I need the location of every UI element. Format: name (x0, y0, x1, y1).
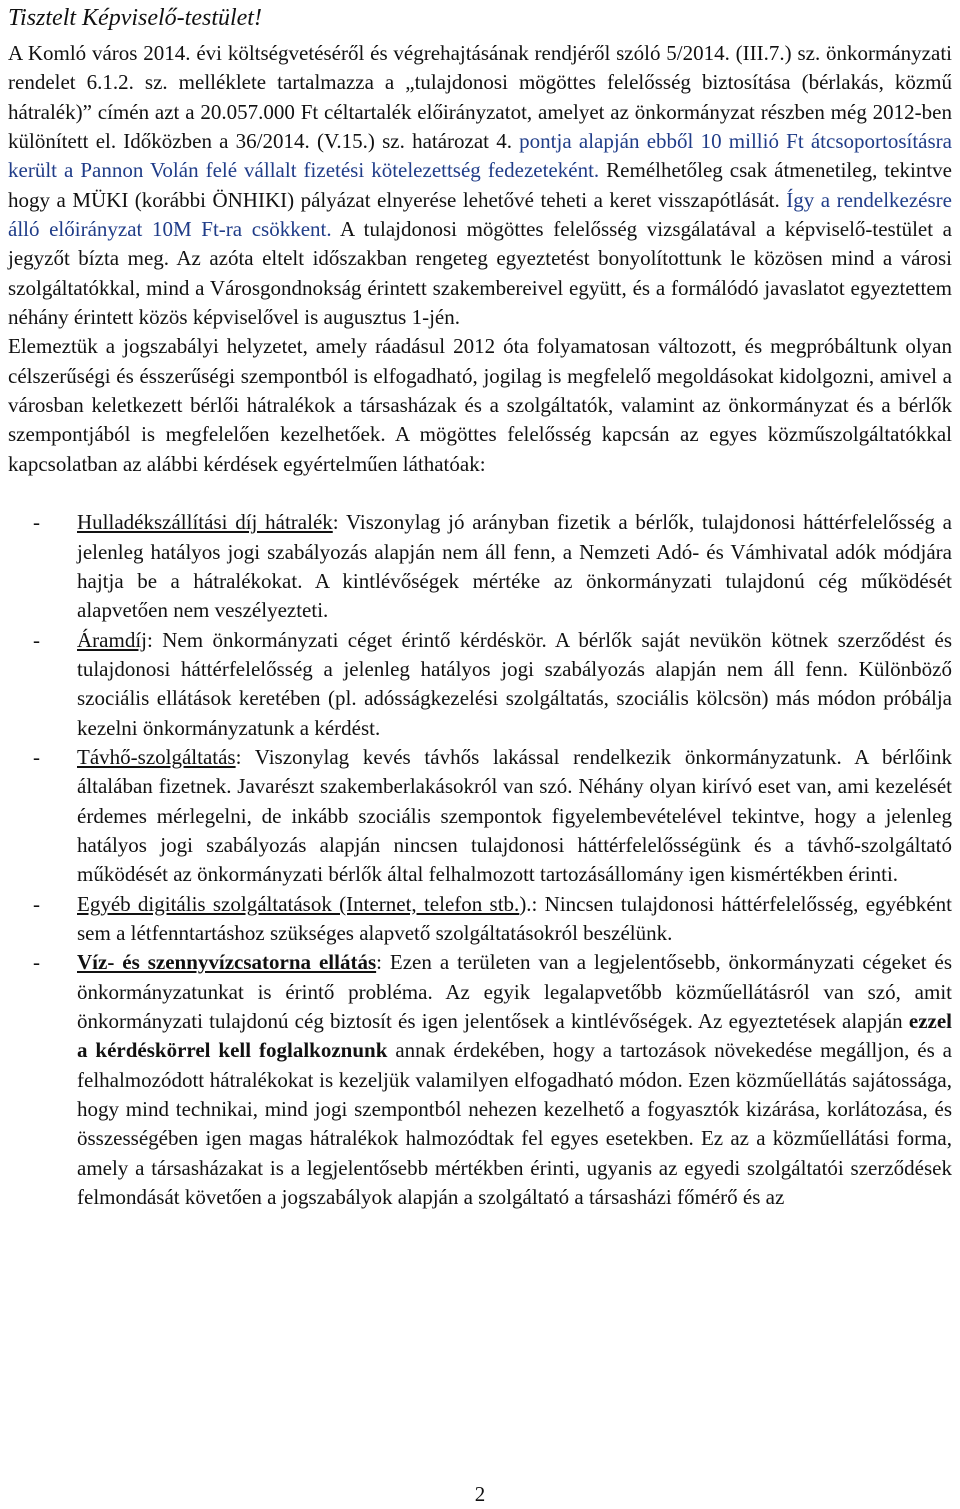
list-item-text: : Ezen a területen van a legjelentősebb, önkormányzati cégeket és önkormányzatunkat is érintő probléma. Az egyik legalapvetőbb közműellátásról van szó, amit önkormányzati tulajdonú cég biztosít és igen jelentősek a kintlévőségek. Az egyeztetések alapján (77, 950, 952, 1033)
list-item (8, 743, 952, 890)
list-item (8, 890, 952, 949)
list-dash: - (33, 744, 40, 769)
utility-list (8, 508, 952, 1212)
list-item-term: Hulladékszállítási díj hátralék (77, 510, 333, 535)
list-item-term: Víz- és szennyvízcsatorna ellátás (77, 950, 377, 975)
paragraph-intro-text: Remélhetőleg csak átmenetileg, tekintve hogy a MÜKI (korábbi ÖNHIKI) pályázat elnyerése lehetővé teheti a keret visszapótlását. (8, 158, 952, 212)
paragraph-intro-highlight-1: pontja alapján ebből 10 millió Ft átcsoportosításra került a Pannon Volán felé vállalt fizetési kötelezettség fedezeteként. (8, 129, 952, 183)
paragraph-intro (8, 39, 952, 332)
list-dash: - (33, 950, 40, 975)
document-page (8, 0, 952, 1212)
paragraph-analysis: Elemeztük a jogszabályi helyzetet, amely ráadásul 2012 óta folyamatosan változott, és megpróbáltunk olyan célszerűségi és ésszerűségi szempontból is elfogadható, jogilag is megfelelő megoldásokat kidolgozni, amivel a városban keletkezett bérlői hátralékok a társasházak és a szolgáltatók, valamint az önkormányzat és a bérlők szempontjából is megfelelően kezelhetőek. A mögöttes felelősség kapcsán az egyes közműszolgáltatókkal kapcsolatban az alábbi kérdések egyértelműen láthatóak: (8, 334, 952, 476)
greeting-heading: Tisztelt Képviselő-testület! (8, 5, 262, 31)
page-number: 2 (474, 1482, 486, 1506)
list-item-text: : Viszonylag jó arányban fizetik a bérlők, tulajdonosi háttérfelelősség a jelenleg hatályos jogi szabályozás alapján nem áll fenn, a Nemzeti Adó- és Vámhivatal adók módjára hajtja be a hátralékokat. A kintlévőségek mértéke az önkormányzati tulajdonú cég működését alapvetően nem veszélyezteti. (77, 510, 952, 623)
paragraph-intro-text: A Komló város 2014. évi költségvetéséről és végrehajtásának rendjéről szóló 5/2014. (III.7.) sz. önkormányzati rendelet 6.1.2. sz. melléklete tartalmazza a „tulajdonosi mögöttes felelősség biztosítása (bérlakás, közmű hátralék)” címén azt a 20.057.000 Ft céltartalék előirányzatot, amelyet az önkormányzat részben még 2012-ben különített el. Időközben a 36/2014. (V.15.) sz. határozat 4. (8, 41, 952, 154)
list-item-text: annak érdekében, hogy a tartozások növekedése megálljon, és a felhalmozódott hátralékokat is kezeljük valamilyen elfogadható módon. Ezen közműellátás sajátossága, hogy mind technikai, mind jogi szempontból nehezen kezelhető a fogyasztók kizárása, korlátozása, és összességében igen magas hátralékok halmozódtak fel egyes esetekben. Ez az a közműellátási forma, amely a társasházakat is a legjelentősebb mértékben érinti, ugyanis az egyedi szolgáltatói szerződések felmondását követően a jogszabályok alapján a szolgáltató a társasházi főmérő és az (77, 1038, 952, 1210)
list-item (8, 508, 952, 625)
list-dash: - (33, 627, 40, 652)
list-dash: - (33, 891, 40, 916)
list-item-emphasis: ezzel a kérdéskörrel kell foglalkoznunk (77, 1009, 952, 1063)
list-item (8, 626, 952, 743)
list-item (8, 948, 952, 1212)
list-item-text: : Nem önkormányzati céget érintő kérdéskör. A bérlők saját nevükön kötnek szerződést és tulajdonosi háttérfelelősség a jelenleg hatályos jogi szabályozás alapján nem áll fenn. Különböző szociális ellátások keretében (pl. adósságkezelési szolgáltatás, szociális kölcsön) más módon próbálja kezelni önkormányzatunk a kérdést. (77, 627, 952, 740)
paragraph-intro-text: A tulajdonosi mögöttes felelősség vizsgálatával a képviselő-testület a jegyzőt bízta meg. Az azóta eltelt időszakban rengeteg egyeztetést bonyolítottunk le közösen mind a városi szolgáltatókkal, mind a Városgondnokság érintett szakembereivel együtt, és a formálódó javaslatot egyeztettem néhány érintett közös képviselővel is augusztus 1-jén. (8, 217, 952, 330)
list-item-text: ).: Nincsen tulajdonosi háttérfelelősség, egyébként sem a létfenntartáshoz szükséges alapvető szolgáltatásokról beszélünk. (77, 891, 952, 945)
list-item-term: Áramdíj (77, 627, 147, 652)
list-item-term: Egyéb digitális szolgáltatások (Internet, telefon stb. (77, 891, 520, 916)
list-dash: - (33, 510, 40, 535)
paragraph-intro-highlight-2: Így a rendelkezésre álló előirányzat 10M Ft-ra csökkent. (8, 187, 952, 242)
list-item-term: Távhő-szolgáltatás (77, 744, 236, 769)
list-item-text: : Viszonylag kevés távhős lakással rendelkezik önkormányzatunk. A bérlőink általában fizetnek. Javarészt szakemberlakásokról van szó. Néhány olyan kirívó eset van, ami kezelését érdemes mérlegelni, de inkább szociális szempontok figyelembevételével tekintve, hogy a jelenleg hatályos jogi szabályozás alapján nincsen tulajdonosi háttérfelelősségünk és a távhő-szolgáltató működését az önkormányzati bérlők által felhalmozott tartozásállomány igen kismértékben érinti. (77, 744, 952, 887)
